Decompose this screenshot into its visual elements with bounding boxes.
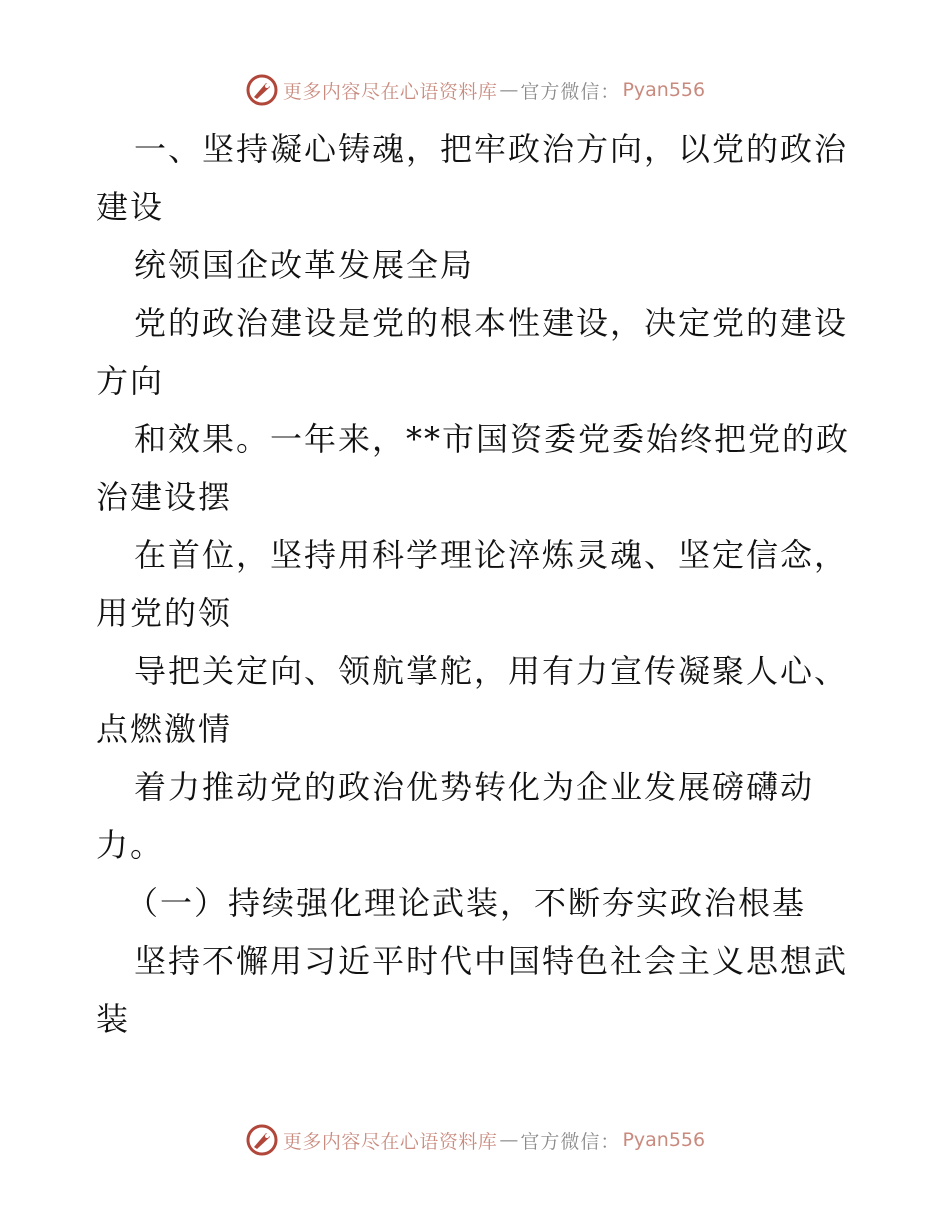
paragraph-line: 装 [96,1000,131,1038]
paragraph-line: 方向 [96,362,165,400]
section-heading-line-1: 一、坚持凝心铸魂，把牢政治方向，以党的政治 [134,130,849,168]
document-body [96,120,866,1048]
watermark-wechat-label: 官方微信： [520,80,621,103]
pen-nib-logo-icon [245,1123,279,1157]
footer-watermark [0,1120,950,1160]
watermark-text: 更多内容尽在心语资料库 [282,1130,498,1153]
pen-nib-logo-icon [245,73,279,107]
paragraph-line: 党的政治建设是党的根本性建设，决定党的建设 [134,304,849,342]
paragraph-line: 在首位，坚持用科学理论淬炼灵魂、坚定信念， [134,536,849,574]
paragraph-line: 导把关定向、领航掌舵，用有力宣传凝聚人心、 [134,652,849,690]
paragraph-line: 用党的领 [96,594,233,632]
section-heading-line-3: 统领国企改革发展全局 [134,246,475,284]
paragraph-line: 坚持不懈用习近平时代中国特色社会主义思想武 [134,942,849,980]
watermark-dash: — [499,1129,519,1151]
watermark-wechat-id: Pyan556 [622,79,706,101]
paragraph-line: 点燃激情 [96,710,233,748]
watermark-wechat-id: Pyan556 [622,1129,706,1151]
section-heading-line-2: 建设 [96,188,165,226]
paragraph-line: 着力推动党的政治优势转化为企业发展磅礴动 [134,768,815,806]
paragraph-line: 治建设摆 [96,478,233,516]
watermark-wechat-label: 官方微信： [520,1130,621,1153]
watermark-dash: — [499,79,519,101]
subsection-heading: （一）持续强化理论武装，不断夯实政治根基 [126,884,807,922]
header-watermark [0,70,950,110]
paragraph-line: 和效果。一年来，**市国资委党委始终把党的政 [134,420,851,458]
watermark-text: 更多内容尽在心语资料库 [282,80,498,103]
paragraph-line: 力。 [96,826,165,864]
